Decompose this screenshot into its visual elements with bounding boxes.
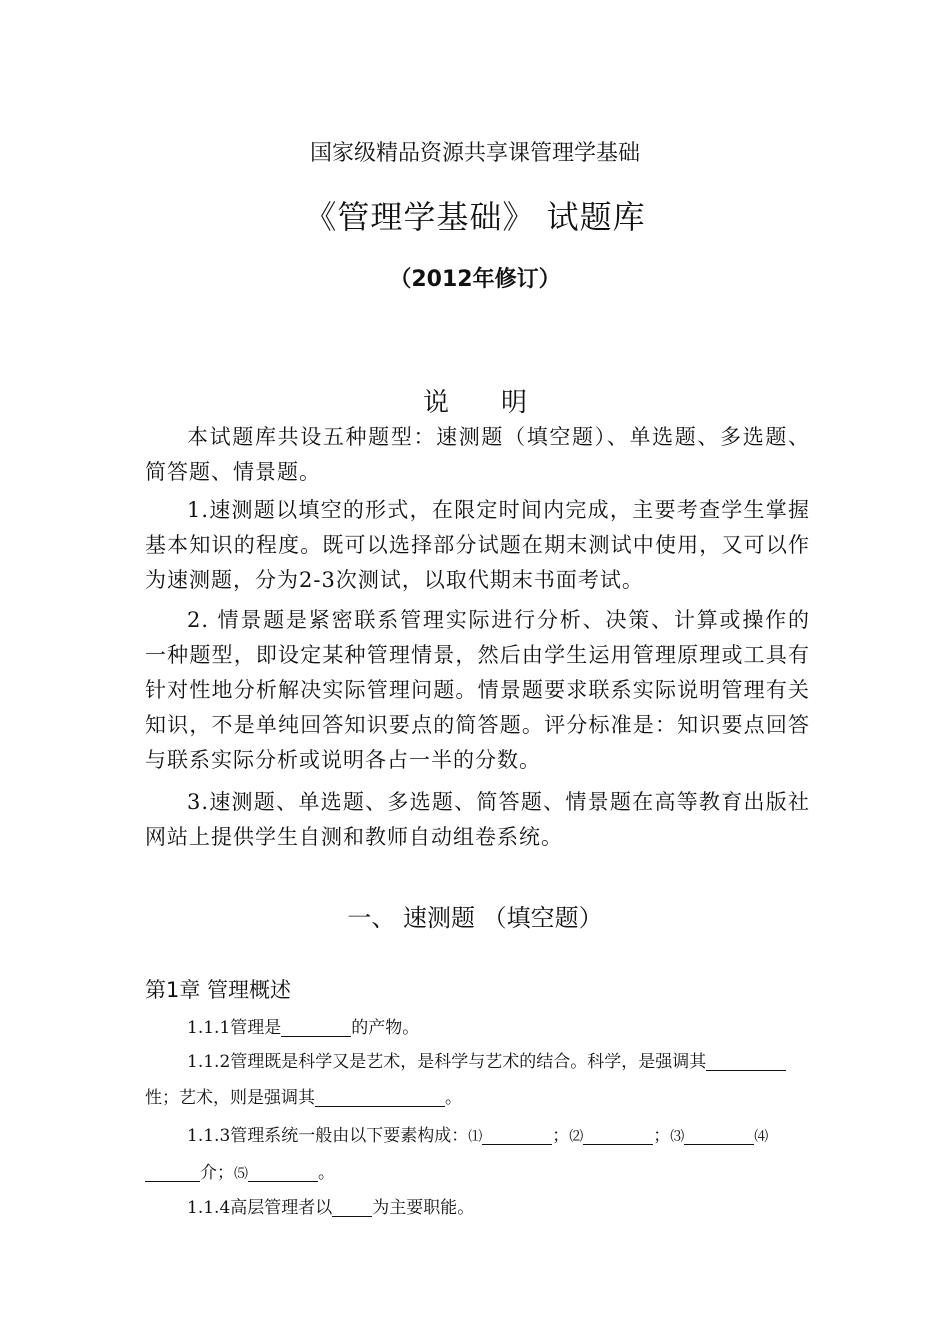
answer-blank (482, 1124, 552, 1145)
answer-blank (684, 1124, 754, 1145)
course-title: 国家级精品资源共享课管理学基础 (309, 141, 640, 166)
question-text: 介； (200, 1163, 234, 1183)
item-marker: ⑸ (234, 1166, 248, 1182)
item-marker: ⑴ (468, 1129, 483, 1145)
question-1-1-2 (145, 1044, 810, 1116)
question-text: 性；艺术，则是强调其 (145, 1088, 315, 1108)
answer-blank (145, 1161, 200, 1182)
document-title: 《管理学基础》 试题库 (304, 198, 646, 236)
answer-blank (281, 1016, 351, 1037)
notes-paragraph-3: 2. 情景题是紧密联系管理实际进行分析、决策、计算或操作的一种题型，即设定某种管理情景，然后由学生运用管理原理或工具有针对性地分析解决实际管理问题。情景题要求联系实际说明管理有关知识，不是单纯回答知识要点的简答题。评分标准是：知识要点回答与联系实际分析或说明各占一半的分数。 (145, 608, 810, 772)
question-text: 1.1.4高层管理者以 (187, 1198, 333, 1218)
question-text: 1.1.2管理既是科学又是艺术，是科学与艺术的结合。科学，是强调其 (187, 1052, 707, 1072)
question-1-1-3 (145, 1118, 810, 1192)
question-text: 1.1.1管理是 (187, 1018, 282, 1038)
question-1-1-4 (145, 1190, 810, 1226)
notes-paragraph-4: 3.速测题、单选题、多选题、简答题、情景题在高等教育出版社网站上提供学生自测和教师自动组卷系统。 (145, 790, 810, 849)
answer-blank (315, 1086, 445, 1107)
answer-blank (332, 1196, 372, 1217)
section-title: 一、 速测题 （填空题） (347, 904, 603, 932)
answer-blank (583, 1124, 653, 1145)
item-marker: ⑷ (754, 1129, 769, 1145)
notes-paragraph-1: 本试题库共设五种题型：速测题（填空题）、单选题、多选题、简答题、情景题。 (145, 425, 810, 484)
question-text: 。 (445, 1088, 462, 1108)
answer-blank (248, 1161, 318, 1182)
chapter-title: 第1章 管理概述 (145, 978, 292, 1002)
item-marker: ⑶ (670, 1129, 685, 1145)
question-text: 1.1.3管理系统一般由以下要素构成： (187, 1126, 469, 1146)
separator: ； (653, 1126, 671, 1146)
notes-paragraph-2: 1.速测题以填空的形式，在限定时间内完成，主要考查学生掌握基本知识的程度。既可以选择部分试题在期末测试中使用，又可以作为速测题，分为2-3次测试，以取代期末书面考试。 (145, 498, 810, 592)
answer-blank (706, 1050, 786, 1071)
question-text: 为主要职能。 (372, 1198, 475, 1218)
question-text: 。 (318, 1163, 335, 1183)
revision-note: （2012年修订） (389, 267, 561, 292)
question-text: 的产物。 (351, 1018, 420, 1038)
notes-heading: 说 明 (422, 388, 527, 418)
question-1-1-1 (145, 1010, 810, 1046)
item-marker: ⑵ (569, 1129, 584, 1145)
separator: ； (552, 1126, 570, 1146)
